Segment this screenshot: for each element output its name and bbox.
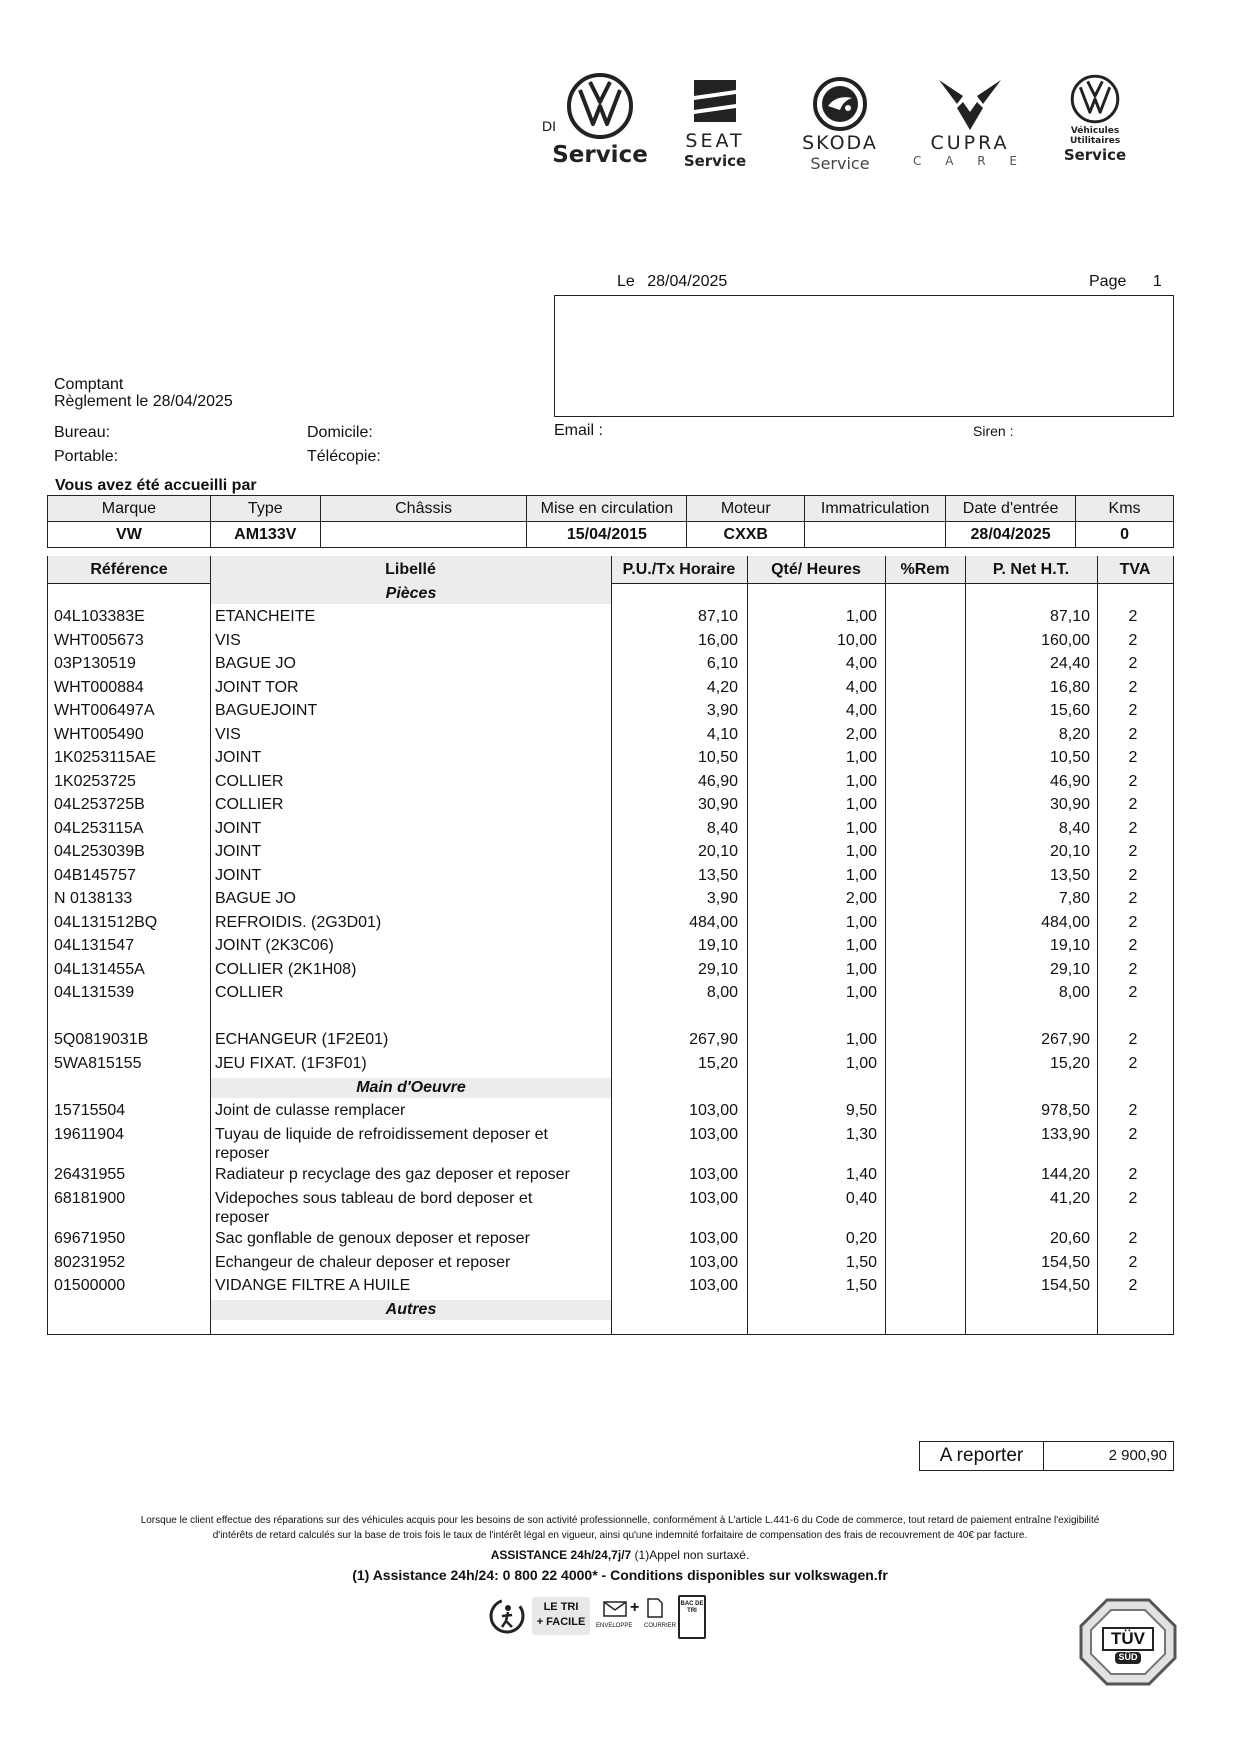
header-rem: %Rem [900, 561, 950, 578]
cupra-care-logo [910, 74, 1030, 168]
cell-lib: REFROIDIS. (2G3D01) [215, 913, 382, 931]
cell-qte: 4,00 [845, 655, 877, 672]
vw-service-logo [542, 72, 650, 168]
cell-tva: 2 [1128, 913, 1138, 931]
vehicle-header-kms: Kms [1076, 496, 1174, 522]
client-address-box [554, 295, 1174, 417]
cell-pu: 13,50 [697, 866, 738, 884]
courrier-label: COURRIER [644, 1623, 677, 1629]
cell-tva: 2 [1128, 819, 1138, 837]
cell-ref: 68181900 [54, 1189, 126, 1207]
cell-lib: Echangeur de chaleur deposer et reposer [215, 1253, 511, 1271]
cell-qte: 9,50 [845, 1102, 877, 1119]
vehicle-header-moteur: Moteur [687, 496, 805, 522]
cell-pu: 29,10 [697, 960, 738, 978]
cell-lib: COLLIER [215, 796, 284, 813]
cell-tva: 2 [1128, 866, 1138, 884]
cell-qte: 0,20 [845, 1230, 877, 1247]
cell-ref: WHT005490 [54, 725, 144, 743]
cell-qte: 2,00 [845, 890, 877, 907]
section-pieces: Pièces [211, 583, 611, 604]
cell-ref: 04B145757 [54, 866, 136, 884]
cell-pu: 103,00 [689, 1125, 738, 1143]
cell-lib-continuation: reposer [215, 1208, 270, 1226]
cell-qte: 1,00 [845, 960, 877, 978]
cell-qte: 0,40 [845, 1189, 877, 1207]
cell-net: 160,00 [1041, 631, 1090, 649]
a-reporter-value: 2 900,90 [1108, 1447, 1167, 1464]
cell-ref: 03P130519 [54, 655, 136, 672]
cell-net: 30,90 [1049, 796, 1090, 813]
cell-tva: 2 [1128, 960, 1138, 978]
cell-pu: 6,10 [706, 655, 738, 672]
vehicle-header-marque: Marque [48, 496, 211, 522]
cell-lib-continuation: reposer [215, 1144, 270, 1162]
cell-lib: JOINT TOR [215, 678, 299, 696]
tri-title-1: LE TRI [543, 1601, 579, 1613]
assistance-label: ASSISTANCE 24h/24,7j/7 [490, 1548, 632, 1562]
cell-ref: 80231952 [54, 1253, 126, 1271]
cell-qte: 1,30 [845, 1125, 877, 1143]
vehicle-header-mise-en-circulation: Mise en circulation [527, 496, 687, 522]
cell-pu: 87,10 [697, 608, 738, 625]
cell-ref: 04L131547 [54, 937, 135, 954]
cell-tva: 2 [1128, 1253, 1138, 1271]
cell-lib: BAGUE JO [215, 890, 296, 907]
assistance-phone: (1) Assistance 24h/24: 0 800 22 4000* - Conditions disponibles sur volkswagen.fr [352, 1567, 888, 1583]
cell-lib: JOINT (2K3C06) [215, 937, 334, 954]
cell-lib: JOINT [215, 843, 262, 860]
payment-date: Règlement le 28/04/2025 [54, 393, 233, 410]
cell-tva: 2 [1128, 984, 1138, 1001]
cell-tva: 2 [1128, 1277, 1138, 1294]
cell-qte: 1,00 [845, 819, 877, 837]
cell-ref: 04L103383E [54, 608, 145, 625]
cell-pu: 19,10 [697, 937, 738, 954]
vw-service-label: Service [552, 142, 648, 168]
vehicle-mise-en-circulation: 15/04/2015 [527, 522, 687, 548]
vehicle-immatriculation [805, 522, 946, 548]
vehicle-marque: VW [48, 522, 211, 548]
page-label: Page [1089, 273, 1127, 290]
cell-lib: BAGUEJOINT [215, 702, 318, 719]
cell-tva: 2 [1128, 890, 1138, 907]
cell-net: 267,90 [1041, 1031, 1090, 1048]
cell-qte: 1,40 [845, 1166, 877, 1183]
tri-badge [532, 1597, 590, 1635]
vehicle-chassis [320, 522, 527, 548]
cell-qte: 1,00 [845, 608, 877, 625]
cell-pu: 8,40 [706, 819, 738, 837]
col-divider [885, 556, 886, 1334]
cell-tva: 2 [1128, 796, 1138, 813]
cell-qte: 1,00 [845, 913, 877, 931]
vehicle-header-date-entree: Date d'entrée [946, 496, 1076, 522]
cupra-logo-icon [935, 74, 1005, 132]
date-value: 28/04/2025 [647, 273, 728, 290]
cell-qte: 1,00 [845, 1054, 877, 1072]
cell-qte: 1,00 [845, 866, 877, 884]
tuv-sud-seal [1079, 1598, 1177, 1686]
cell-ref: 04L253115A [54, 819, 144, 837]
cell-tva: 2 [1128, 843, 1138, 860]
cell-ref: 04L253039B [54, 843, 145, 860]
cell-qte: 10,00 [836, 631, 877, 649]
vw-utilitaires-logo-icon [1070, 74, 1120, 124]
envelope-icon [602, 1599, 628, 1619]
cell-tva: 2 [1128, 678, 1138, 696]
cell-ref: WHT005673 [54, 631, 144, 649]
cell-net: 24,40 [1049, 655, 1090, 672]
header-net: P. Net H.T. [992, 561, 1070, 578]
tuv-sub: SÜD [1118, 1652, 1138, 1662]
cell-net: 20,10 [1049, 843, 1090, 860]
tuv-name: TÜV [1111, 1629, 1145, 1648]
header-tva: TVA [1119, 561, 1151, 578]
cell-tva: 2 [1128, 749, 1138, 766]
siren-label: Siren : [973, 423, 1014, 439]
cell-lib: VIS [215, 631, 241, 649]
bac-tri-label: BAC DE TRI [680, 1601, 704, 1614]
vw-utilitaires-service-label: Service [1063, 146, 1127, 164]
vw-utilitaires-name: Véhicules Utilitaires [1070, 126, 1121, 146]
cell-pu: 16,00 [697, 631, 738, 649]
cell-ref: 69671950 [54, 1230, 126, 1247]
cell-net: 154,50 [1041, 1277, 1090, 1294]
cell-pu: 103,00 [689, 1102, 738, 1119]
cell-ref: 04L131539 [54, 984, 135, 1001]
cell-net: 19,10 [1049, 937, 1090, 954]
telecopie-label: Télécopie: [307, 448, 381, 465]
plus-sign: + [630, 1599, 640, 1616]
date-label: Le [617, 273, 635, 290]
cell-pu: 4,10 [706, 725, 738, 743]
cell-pu: 15,20 [697, 1054, 738, 1072]
vehicle-kms: 0 [1076, 522, 1174, 548]
cell-pu: 8,00 [706, 984, 738, 1001]
cell-pu: 10,50 [697, 749, 738, 766]
vw-utilitaires-logo [1050, 74, 1140, 164]
cell-ref: 15715504 [54, 1102, 126, 1119]
header-reference: Référence [90, 561, 168, 578]
cell-qte: 1,00 [845, 772, 877, 790]
bac-tri-bin-icon [678, 1595, 706, 1639]
cupra-care-label: C A R E [913, 154, 1027, 168]
cell-lib: JEU FIXAT. (1F3F01) [215, 1054, 367, 1072]
cell-lib: JOINT [215, 866, 262, 884]
cell-pu: 103,00 [689, 1277, 738, 1294]
cell-qte: 1,50 [845, 1277, 877, 1294]
cell-lib: Videpoches sous tableau de bord deposer et [215, 1189, 533, 1207]
cell-net: 7,80 [1058, 890, 1090, 907]
a-reporter-box [919, 1441, 1174, 1471]
vehicle-header-chassis: Châssis [320, 496, 527, 522]
cell-pu: 20,10 [697, 843, 738, 860]
invoice-date [617, 273, 727, 291]
section-main-oeuvre: Main d'Oeuvre [211, 1078, 611, 1098]
cell-ref: 26431955 [54, 1166, 126, 1183]
cell-net: 16,80 [1049, 678, 1090, 696]
header-pu: P.U./Tx Horaire [622, 561, 736, 578]
cell-net: 10,50 [1049, 749, 1090, 766]
cell-net: 8,00 [1058, 984, 1090, 1001]
cell-net: 87,10 [1049, 608, 1090, 625]
vw-logo-icon [566, 72, 634, 140]
legal-line-1: Lorsque le client effectue des réparations sur des véhicules acquis pour les besoins de son activité professionnelle, conformément à L'article L.441-6 du Code de commerce, tout retard de paiement entraîne l'exigibilité [140, 1515, 1100, 1526]
appel-note: (1)Appel non surtaxé. [634, 1548, 750, 1562]
accueil-label: Vous avez été accueilli par [55, 477, 257, 494]
cell-lib: VIS [215, 725, 241, 743]
portable-label: Portable: [54, 448, 119, 465]
cell-ref: 04L131455A [54, 960, 145, 978]
cell-lib: COLLIER [215, 984, 284, 1001]
cell-tva: 2 [1128, 1031, 1138, 1048]
cell-lib: VIDANGE FILTRE A HUILE [215, 1277, 411, 1294]
domicile-label: Domicile: [307, 424, 373, 441]
legal-line-2: d'intérêts de retard calculés sur la base de trois fois le taux de l'intérêt légal en vigueur, ainsi qu'une indemnité forfaitaire de compensation des frais de recouvrement de 40€ par facture. [212, 1530, 1028, 1541]
cell-pu: 103,00 [689, 1166, 738, 1183]
cell-tva: 2 [1128, 1189, 1138, 1207]
cell-tva: 2 [1128, 1166, 1138, 1183]
cell-ref: 5Q0819031B [54, 1031, 149, 1048]
payment-mode: Comptant [54, 376, 124, 393]
cell-net: 484,00 [1041, 913, 1090, 931]
cell-net: 8,40 [1058, 819, 1090, 837]
a-reporter-label: A reporter [920, 1442, 1044, 1470]
tri-title-2: + FACILE [536, 1616, 586, 1628]
vehicle-table [47, 495, 1174, 548]
cell-tva: 2 [1128, 1054, 1138, 1072]
cell-pu: 4,20 [706, 678, 738, 696]
cell-lib: COLLIER [215, 772, 284, 790]
cell-qte: 2,00 [845, 725, 877, 743]
cell-pu: 46,90 [697, 772, 738, 790]
email-label: Email : [554, 422, 603, 439]
cupra-name: CUPRA [930, 132, 1010, 154]
recycle-person-icon [488, 1597, 526, 1635]
cell-qte: 1,00 [845, 984, 877, 1001]
cell-lib: BAGUE JO [215, 655, 296, 672]
cell-qte: 4,00 [845, 702, 877, 719]
cell-ref: 01500000 [54, 1277, 126, 1294]
vw-prefix: DI [542, 118, 556, 134]
cell-ref: 5WA815155 [54, 1054, 142, 1072]
page-indicator [1089, 273, 1162, 291]
cell-qte: 4,00 [845, 678, 877, 696]
cell-lib: JOINT [215, 749, 262, 766]
cell-lib: Joint de culasse remplacer [215, 1102, 406, 1119]
cell-net: 29,10 [1049, 960, 1090, 978]
cell-ref: N 0138133 [54, 890, 133, 907]
cell-qte: 1,00 [845, 937, 877, 954]
cell-qte: 1,00 [845, 749, 877, 766]
cell-tva: 2 [1128, 937, 1138, 954]
enveloppe-label: ENVELOPPE [596, 1623, 633, 1629]
assistance-line [40, 1548, 1200, 1563]
cell-tva: 2 [1128, 655, 1138, 672]
cell-ref: 1K0253725 [54, 772, 136, 790]
header-libelle: Libellé [385, 561, 436, 578]
vehicle-date-entree: 28/04/2025 [946, 522, 1076, 548]
cell-tva: 2 [1128, 725, 1138, 743]
cell-qte: 1,00 [845, 1031, 877, 1048]
paper-icon [644, 1597, 666, 1619]
vehicle-values-row [48, 522, 1174, 548]
cell-ref: 04L253725B [54, 796, 145, 813]
vehicle-header-type: Type [210, 496, 320, 522]
cell-pu: 103,00 [689, 1189, 738, 1207]
cell-lib: ECHANGEUR (1F2E01) [215, 1031, 389, 1048]
col-divider [210, 556, 211, 1334]
cell-net: 41,20 [1049, 1189, 1090, 1207]
seat-service-logo [660, 76, 770, 170]
cell-net: 20,60 [1049, 1230, 1090, 1247]
skoda-service-label: Service [810, 154, 870, 173]
section-autres: Autres [211, 1300, 611, 1320]
cell-tva: 2 [1128, 608, 1138, 625]
cell-pu: 103,00 [689, 1230, 738, 1247]
cell-lib: ETANCHEITE [215, 608, 316, 625]
cell-ref: WHT006497A [54, 702, 155, 719]
seat-logo-icon [688, 76, 742, 126]
cell-lib: Sac gonflable de genoux deposer et reposer [215, 1230, 530, 1247]
cell-net: 46,90 [1049, 772, 1090, 790]
cell-tva: 2 [1128, 1102, 1138, 1119]
cell-qte: 1,00 [845, 843, 877, 860]
skoda-name: SKODA [802, 132, 878, 154]
cell-net: 154,50 [1041, 1253, 1090, 1271]
cell-tva: 2 [1128, 1125, 1138, 1143]
cell-ref: WHT000884 [54, 678, 144, 696]
cell-net: 15,60 [1049, 702, 1090, 719]
page-number: 1 [1152, 273, 1162, 290]
skoda-logo-icon [812, 76, 868, 132]
cell-tva: 2 [1128, 702, 1138, 719]
seat-service-label: Service [683, 152, 747, 170]
cell-tva: 2 [1128, 631, 1138, 649]
bureau-label: Bureau: [54, 424, 111, 441]
seat-name: SEAT [685, 130, 745, 152]
cell-pu: 3,90 [706, 702, 738, 719]
cell-qte: 1,00 [845, 796, 877, 813]
vehicle-type: AM133V [210, 522, 320, 548]
cell-lib: Tuyau de liquide de refroidissement deposer et [215, 1125, 548, 1143]
cell-pu: 3,90 [706, 890, 738, 907]
vehicle-moteur: CXXB [687, 522, 805, 548]
cell-pu: 103,00 [689, 1253, 738, 1271]
cell-net: 15,20 [1049, 1054, 1090, 1072]
cell-pu: 484,00 [689, 913, 738, 931]
tri-logo [488, 1595, 728, 1639]
cell-net: 978,50 [1041, 1102, 1090, 1119]
cell-net: 133,90 [1041, 1125, 1090, 1143]
cell-net: 144,20 [1041, 1166, 1090, 1183]
cell-pu: 267,90 [689, 1031, 738, 1048]
header-qte: Qté/ Heures [771, 561, 861, 578]
cell-lib: Radiateur p recyclage des gaz deposer et reposer [215, 1166, 570, 1183]
vehicle-header-immatriculation: Immatriculation [805, 496, 946, 522]
cell-lib: COLLIER (2K1H08) [215, 960, 357, 978]
vehicle-header-row [48, 496, 1174, 522]
cell-lib: JOINT [215, 819, 262, 837]
cell-net: 13,50 [1049, 866, 1090, 884]
cell-ref: 19611904 [54, 1125, 124, 1143]
cell-pu: 30,90 [697, 796, 738, 813]
cell-qte: 1,50 [845, 1253, 877, 1271]
cell-tva: 2 [1128, 772, 1138, 790]
skoda-service-logo [785, 76, 895, 173]
cell-tva: 2 [1128, 1230, 1138, 1247]
cell-ref: 04L131512BQ [54, 913, 158, 931]
cell-ref: 1K0253115AE [54, 749, 157, 766]
cell-net: 8,20 [1058, 725, 1090, 743]
